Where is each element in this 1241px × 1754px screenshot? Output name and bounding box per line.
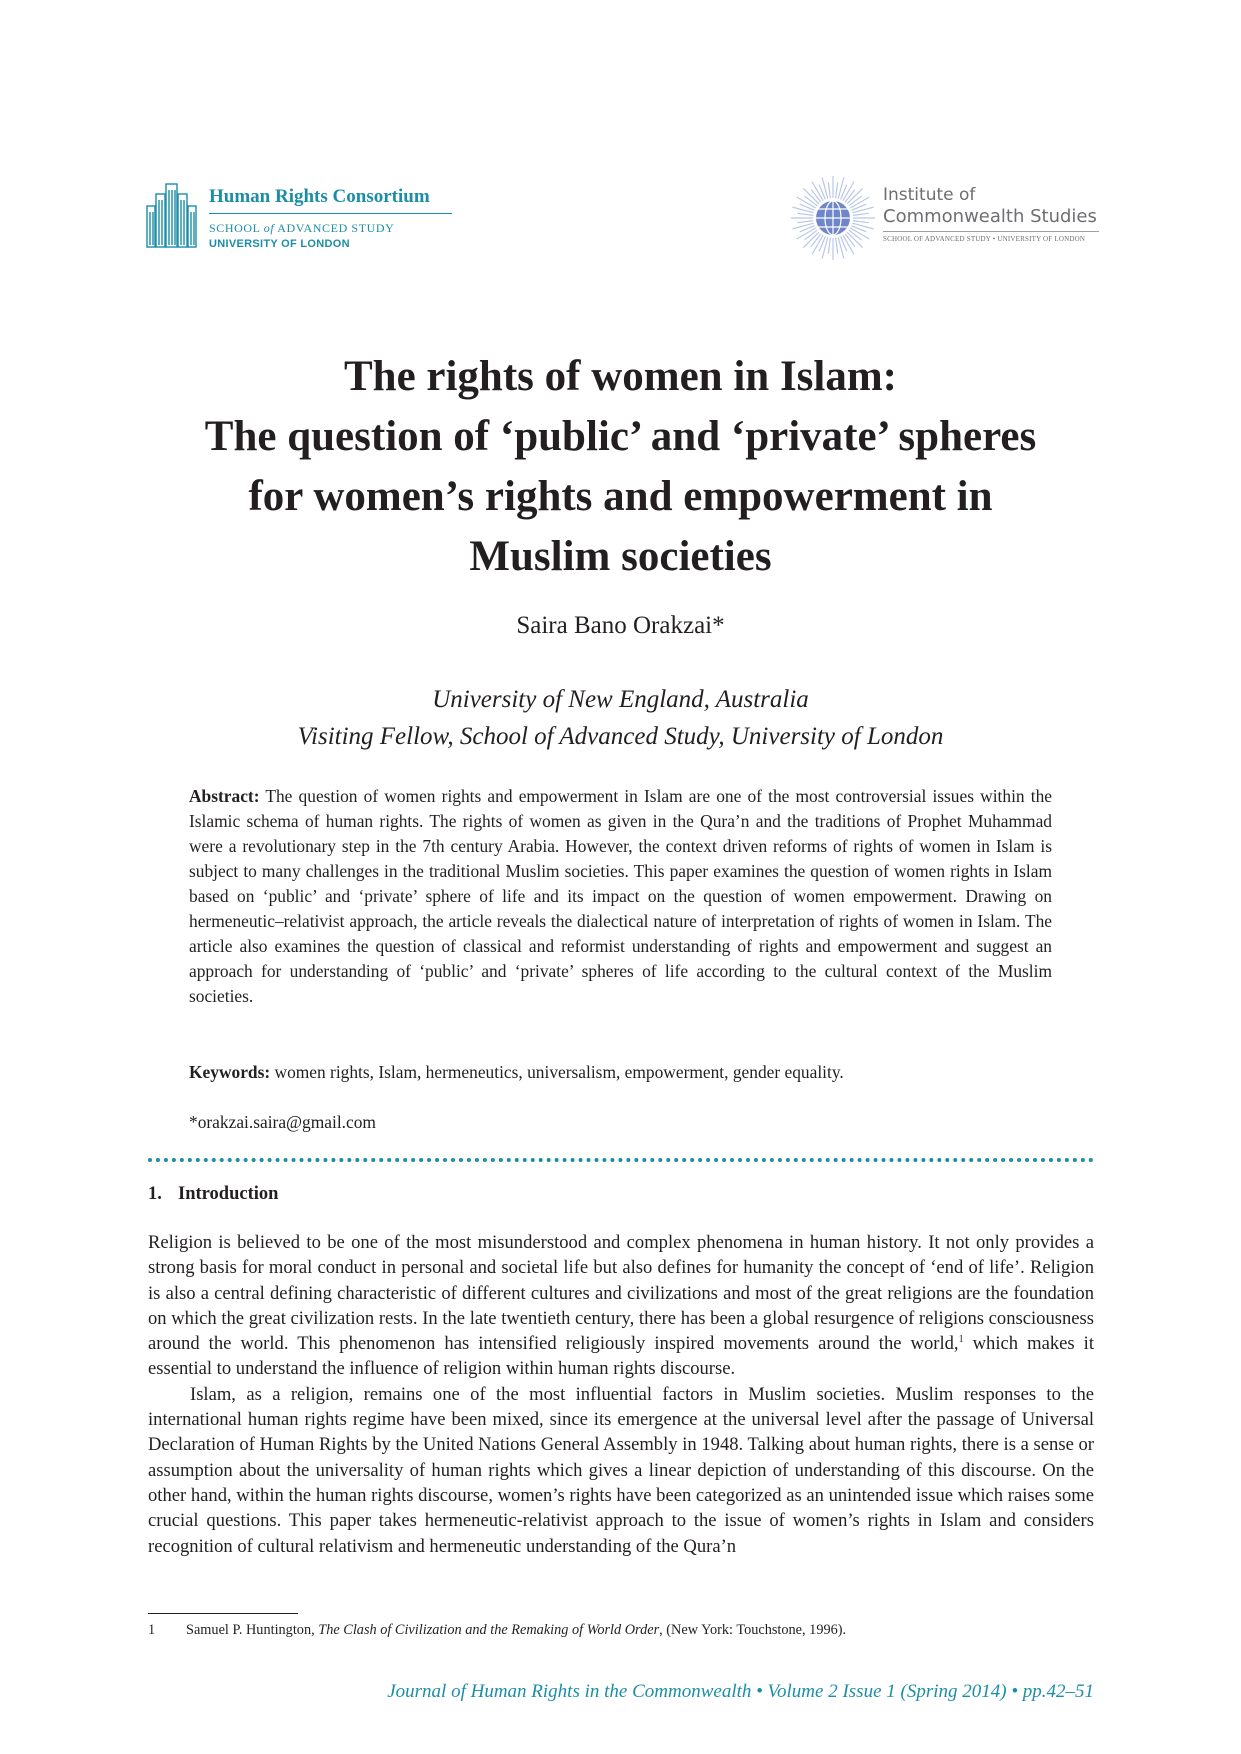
- author-affiliation: [0, 681, 1241, 755]
- section-number: 1.: [148, 1184, 162, 1204]
- school-name: SCHOOL of ADVANCED STUDY: [209, 221, 395, 235]
- body-text: [148, 1230, 1094, 1559]
- sunburst-ray: [838, 237, 844, 258]
- consortium-name: Human Rights Consortium: [209, 186, 430, 207]
- globe-sunburst-icon: [790, 175, 876, 261]
- journal-footer: Journal of Human Rights in the Commonwealth • Volume 2 Issue 1 (Spring 2014) • pp.42–51: [387, 1681, 1094, 1702]
- sunburst-ray: [792, 207, 813, 213]
- affiliation-line: Visiting Fellow, School of Advanced Study, University of London: [297, 723, 944, 750]
- institute-commonwealth-studies-logo: [790, 175, 1110, 260]
- title-line: The question of ‘public’ and ‘private’ spheres: [204, 413, 1037, 460]
- sunburst-ray: [836, 238, 838, 254]
- keywords-label: Keywords:: [189, 1062, 271, 1082]
- sunburst-ray: [852, 207, 873, 213]
- keywords-text: women rights, Islam, hermeneutics, universalism, empowerment, gender equality.: [270, 1062, 844, 1082]
- section-title: Introduction: [178, 1184, 279, 1204]
- institute-affiliation: SCHOOL OF ADVANCED STUDY • UNIVERSITY OF LONDON: [883, 235, 1086, 243]
- sunburst-ray: [828, 182, 830, 198]
- abstract-label: Abstract:: [189, 786, 260, 806]
- sunburst-ray: [853, 213, 869, 215]
- sunburst-ray: [853, 221, 869, 223]
- sunburst-ray: [822, 237, 828, 258]
- footnote-book-title: The Clash of Civilization and the Remaking of World Order: [318, 1622, 660, 1638]
- sunburst-ray: [797, 221, 813, 223]
- footnote: 1 Samuel P. Huntington, The Clash of Civilization and the Remaking of World Order, (New York: Touchstone, 1996).: [148, 1622, 847, 1638]
- paragraph: Islam, as a religion, remains one of the most influential factors in Muslim societies. Muslim responses to the international human rights regime have been mixed, since its emergence at the universal level after the passage of Universal Declaration of Human Rights by the United Nations General Assembly in 1948. Talking about human rights, there is a sense or assumption about the universality of human rights which gives a linear depiction of understanding of this discourse. On the other hand, within the human rights discourse, women’s rights have been categorized as an unintended issue which raises some crucial questions. This paper takes hermeneutic-relativist approach to the issue of women’s rights in Islam and considers recognition of cultural relativism and hermeneutic understanding of the Qura’n: [148, 1383, 1094, 1557]
- title-line: Muslim societies: [469, 533, 772, 580]
- building-icon: [146, 182, 198, 248]
- title-line: for women’s rights and empowerment in: [248, 473, 993, 520]
- university-name: UNIVERSITY OF LONDON: [209, 238, 350, 250]
- institute-line-2: Commonwealth Studies: [883, 206, 1097, 227]
- abstract: [189, 784, 1052, 1009]
- sunburst-ray: [838, 177, 844, 198]
- institute-line-1: Institute of: [883, 185, 976, 205]
- affiliation-line: University of New England, Australia: [432, 686, 809, 713]
- section-heading: [148, 1184, 278, 1205]
- footnote-rule: [148, 1613, 298, 1614]
- author-email: *orakzai.saira@gmail.com: [189, 1112, 376, 1132]
- paragraph: Religion is believed to be one of the most misunderstood and complex phenomena in human history. It not only provides a strong basis for moral conduct in personal and societal life but also defines for humanity the concept of ‘end of life’. Religion is also a central defining characteristic of different cultures and civilizations and most of the great religions are the foundation on which the great civilization rests. In the late twentieth century, there has been a global resurgence of religions consciousness around the world. This phenomenon has intensified religiously inspired movements around the world,$^1$ which makes it essential to understand the influence of religion within human rights discourse.: [148, 1232, 1095, 1380]
- title-line: The rights of women in Islam:: [343, 353, 898, 400]
- logo-divider: [883, 231, 1099, 232]
- human-rights-consortium-logo: [146, 178, 466, 256]
- footnote-number: 1: [148, 1622, 156, 1638]
- sunburst-ray: [828, 238, 830, 254]
- sunburst-ray: [852, 223, 873, 229]
- sunburst-ray: [792, 223, 813, 229]
- footnote-ref[interactable]: 1: [958, 1334, 964, 1345]
- author-name: Saira Bano Orakzai*: [516, 612, 725, 639]
- section-divider: [148, 1158, 1094, 1162]
- sunburst-ray: [836, 182, 838, 198]
- sunburst-ray: [797, 213, 813, 215]
- paper-title: [0, 347, 1241, 587]
- sunburst-ray: [822, 177, 828, 198]
- abstract-text: The question of women rights and empowerment in Islam are one of the most controversial issues within the Islamic schema of human rights. The rights of women as given in the Qura’n and the traditions of Prophet Muhammad were a revolutionary step in the 7th century Arabia. However, the context driven reforms of rights of women in Islam is subject to many challenges in the traditional Muslim societies. This paper examines the question of women rights in Islam based on ‘public’ and ‘private’ sphere of life and its impact on the question of women empowerment. Drawing on hermeneutic–relativist approach, the article reveals the dialectical nature of interpretation of rights of women in Islam. The article also examines the question of classical and reformist understanding of rights and empowerment and suggest an approach for understanding of ‘public’ and ‘private’ spheres of life according to the cultural context of the Muslim societies.: [189, 786, 1052, 1006]
- keywords: [189, 1060, 1052, 1085]
- logo-divider: [209, 213, 452, 214]
